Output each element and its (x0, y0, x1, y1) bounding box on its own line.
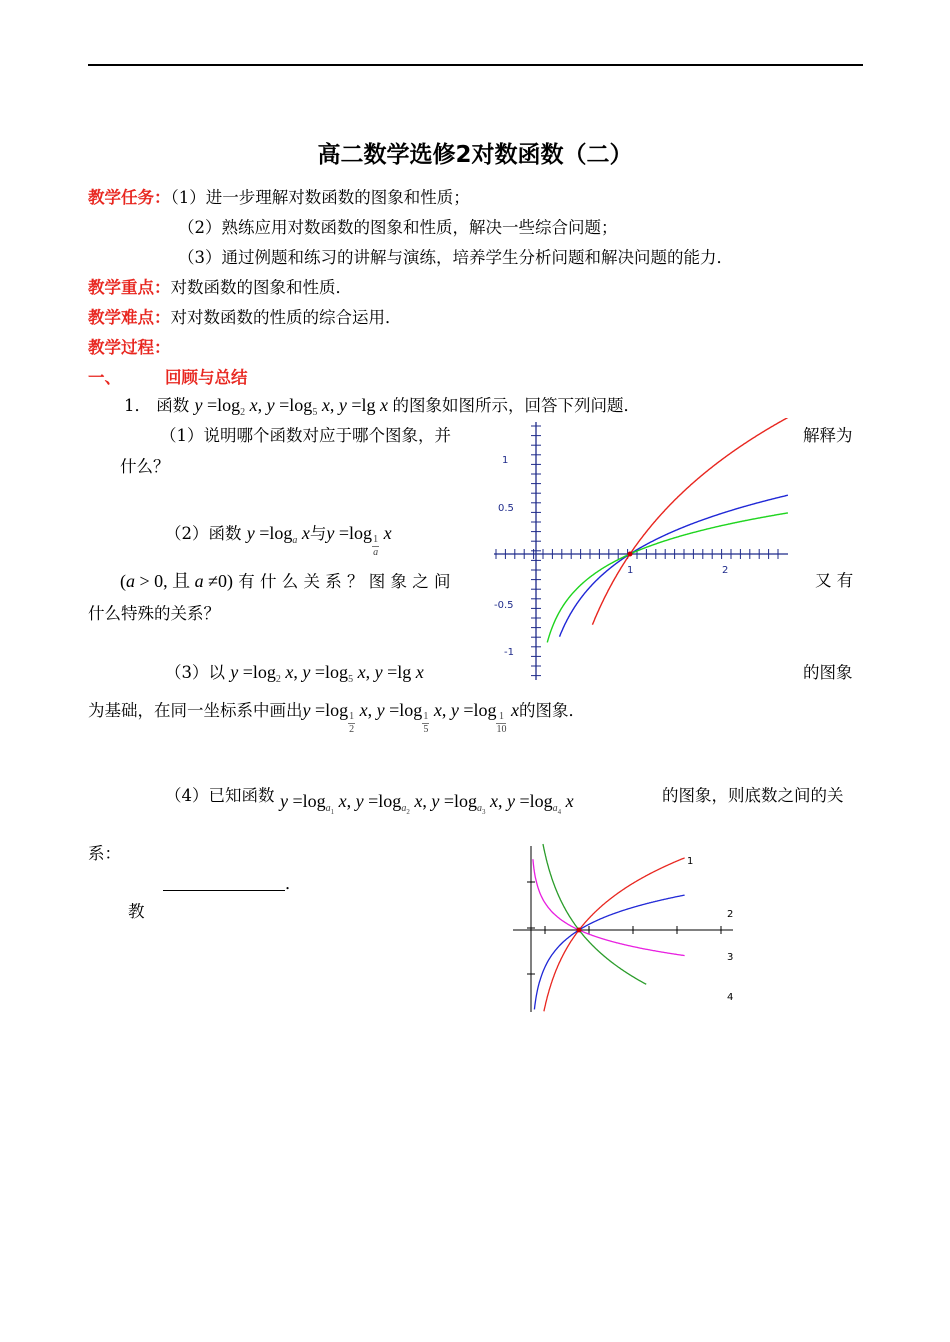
p1-line2: 什么？ (120, 457, 170, 476)
q1-formula: $y =\log_2$ x, $y =\log_5$ x, y =lg x (194, 395, 388, 418)
key-point-label: 教学重点： (88, 278, 171, 297)
p3-formula-2: y =log $\frac{1}{2}$ x, y =log $\frac{1}{5}$ x, y =log $\frac{1}{10}$ x (302, 700, 519, 735)
graph1-ytick-0.5: 0.5 (498, 503, 514, 514)
graph-2 (505, 840, 750, 1020)
p4-suffix: 的图象，则底数之间的关 (662, 786, 844, 805)
p4-line2: 系： (88, 844, 121, 863)
graph2-label-3: 3 (727, 952, 734, 963)
task-item-3: （3）通过例题和练习的讲解与演练，培养学生分析问题和解决问题的能力． (178, 248, 733, 267)
p1-line1-left: （1）说明哪个函数对应于哪个图象，并 (160, 426, 451, 445)
p2-prefix: （2）函数 (165, 524, 242, 543)
p3-line2-prefix: 为基础，在同一坐标系中画出 (88, 701, 303, 720)
graph1-xtick-1: 1 (627, 565, 634, 576)
difficulty-line (88, 304, 402, 328)
q1-number: 1． (124, 396, 151, 415)
p2-mid: 与 (309, 524, 327, 543)
graph2-axes (513, 846, 733, 1012)
p3-line2-suffix: 的图象． (518, 701, 585, 720)
graph2-curve-1 (544, 858, 685, 1011)
header-rule (88, 64, 863, 66)
p3-line1 (165, 659, 424, 685)
p4-formula: $y =\log_{a_1}$ x, $y =\log_{a_2}$ x, $y =\log_{a_3}$ x, $y =\log_{a_4}$ x (280, 791, 574, 816)
graph2-label-2: 2 (727, 909, 734, 920)
p2-line1 (165, 520, 392, 559)
page-title: 高二数学选修2对数函数（二） (317, 142, 633, 168)
p2-line2-mid: 有 什 么 关 系 ？ 图 象 之 间 (238, 572, 451, 591)
tasks-label: 教学任务： (88, 188, 171, 207)
frac-half: $\frac{1}{2}$ (349, 711, 355, 735)
p3-line2 (88, 697, 585, 736)
p2-formula-1: $y =\log_a$ x (246, 523, 310, 546)
section1-title: 回顾与总结 (165, 368, 248, 387)
graph2-label-4: 4 (727, 992, 734, 1003)
graph1-axes (494, 422, 788, 680)
frac-tenth: $\frac{1}{10}$ (496, 711, 507, 735)
frac-fifth: $\frac{1}{5}$ (423, 711, 429, 735)
p4-end: ． (285, 874, 302, 893)
p3-right: 的图象 (803, 663, 853, 682)
p2-line2-right: 又 有 (815, 571, 854, 590)
p3-formula-1: $y =\log_2$ x, $y =\log_5$ x, y =lg x (230, 662, 424, 685)
task-item-1: （1）进一步理解对数函数的图象和性质； (170, 188, 470, 207)
p2-line3: 什么特殊的关系？ (88, 604, 220, 623)
graph1-xtick-2: 2 (722, 565, 729, 576)
answer-blank[interactable] (163, 872, 285, 891)
graph1-ytick-neg1: -1 (504, 647, 514, 658)
p4-answer-line (163, 870, 302, 894)
graph1-curve-log2 (592, 418, 788, 625)
graph2-intersection-point (577, 928, 582, 933)
graph1-intersection-point (628, 552, 633, 557)
graph1-curve-log5 (560, 495, 788, 637)
p1-line1-right: 解释为 (803, 426, 853, 445)
p4-prefix: （4）已知函数 (165, 786, 275, 805)
p2-formula-2: y =log $\frac{1}{a}$ x (326, 523, 392, 558)
q1-suffix: 的图象如图所示，回答下列问题． (392, 396, 640, 415)
graph2-curve-3 (533, 859, 685, 955)
graph1-curve-lg (547, 513, 788, 643)
difficulty-text: 对对数函数的性质的综合运用． (170, 308, 402, 327)
p2-line2 (120, 567, 451, 593)
p2-condition: (a > 0, 且 a ≠0) (120, 571, 234, 591)
key-point-text: 对数函数的图象和性质． (170, 278, 352, 297)
p3-prefix: （3）以 (165, 663, 225, 682)
difficulty-label: 教学难点： (88, 308, 171, 327)
graph1-ytick-neg0.5: -0.5 (494, 600, 514, 611)
q1-prefix: 函数 (156, 396, 190, 415)
process-label: 教学过程： (88, 338, 171, 357)
graph2-label-1: 1 (687, 856, 694, 867)
graph1-ytick-1: 1 (502, 455, 509, 466)
section1-number: 一、 (88, 368, 121, 387)
p2-fraction: $\frac{1}{a}$ (373, 534, 379, 558)
key-point-line (88, 274, 352, 298)
graph-1 (488, 418, 798, 680)
tasks-line-1 (88, 184, 470, 208)
p4-line3: 教 (128, 902, 145, 921)
q1-line (124, 392, 640, 418)
task-item-2: （2）熟练应用对数函数的图象和性质，解决一些综合问题； (178, 218, 618, 237)
